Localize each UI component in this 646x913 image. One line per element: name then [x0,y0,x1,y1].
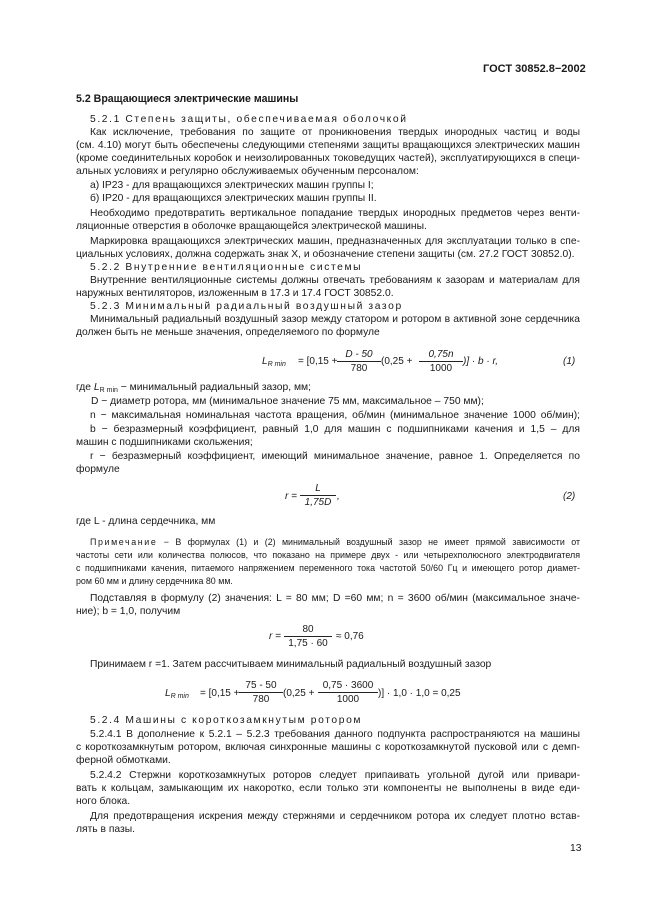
formula-number: (1) [563,356,576,367]
paragraph-line: циальных условиях, должна содержать знак X, и обозначение степени защиты (см. 27.2 ГОСТ 30852.0). [76,249,575,260]
paragraph-line: Для предотвращения искрения между стержнями и сердечником ротора их следует плотно встав- [90,811,580,822]
definition-l: где $L_{R min}$ − минимальный радиальный зазор, мм; [76,382,311,394]
list-item-a: а) IP23 - для вращающихся электрических машин группы I; [90,180,374,191]
note-line: частоты сети или количества полюсов, что показано на примере двух - или четырехполюсного электродвигателя [76,550,580,560]
section-title: 5.2 Вращающиеся электрические машины [76,93,299,105]
definition-length: где L - длина сердечника, мм [76,516,216,527]
paragraph-line: Подставляя в формулу (2) значения: L = 80 мм; D =60 мм; n = 3600 об/мин (максимальное значе- [90,593,580,604]
definition-b: b − безразмерный коэффициент, равный 1,0 для машин с подшипниками качения и 1,5 – для [90,424,580,435]
subsection-heading-523: 5.2.3 Минимальный радиальный воздушный зазор [90,301,403,312]
paragraph-line: должен быть не меньше значения, определяемого по формуле [76,327,380,338]
paragraph-line: 5.2.4.1 В дополнение к 5.2.1 – 5.2.3 требования данного подпункта распространяются на машины [90,729,580,740]
page-number: 13 [570,843,582,854]
paragraph-line: Принимаем r =1. Затем рассчитываем минимальный радиальный воздушный зазор [90,659,492,670]
note-line: с подшипниками качения, питаемого напряжением переменного тока частотой 50/60 Гц и имеющего ротор диамет- [76,563,580,573]
note-line: ром 60 мм и длину сердечника 80 мм. [76,576,233,586]
paragraph-line: Маркировка вращающихся электрических машин, предназначенных для эксплуатации только в спе- [90,236,580,247]
paragraph-line: Необходимо предотвратить вертикальное попадание твердых инородных предметов через венти- [90,208,580,219]
note-line: Примечание − В формулах (1) и (2) минимальный воздушный зазор не имеет прямой зависимости от [90,537,581,547]
definition-r: r − безразмерный коэффициент, имеющий минимальное значение, равное 1. Определяется по [90,451,580,462]
subsection-heading-522: 5.2.2 Внутренние вентиляционные системы [90,262,363,273]
list-item-b: б) IP20 - для вращающихся электрических машин группы II. [90,193,377,204]
paragraph-line: Внутренние вентиляционные системы должны отвечать требованиям к зазорам и материалам для [90,275,580,286]
subsection-heading-521: 5.2.1 Степень защиты, обеспечиваемая оболочкой [90,114,408,125]
paragraph-line: лять в пазы. [76,824,136,835]
definition-n: n − максимальная номинальная частота вращения, об/мин (минимальное значение 1000 об/мин); [90,410,580,421]
paragraph-line: с короткозамкнутым ротором, включая синхронные машины с короткозамкнутой пусковой или с демп- [76,742,580,753]
paragraph-line: ние); b = 1,0, получим [76,606,181,617]
note-label: Примечание [90,537,158,547]
paragraph-line: 5.2.4.2 Стержни короткозамкнутых роторов следует припаивать угольной дугой или привари- [90,770,580,781]
definition-d: D − диаметр ротора, мм (минимальное значение 75 мм, максимальное – 750 мм); [91,396,484,407]
definition-r-cont: формуле [76,464,120,475]
paragraph-line: ного блока. [76,796,131,807]
paragraph-line: Минимальный радиальный воздушный зазор между статором и ротором в активной зоне сердечника [90,314,580,325]
subsection-heading-524: 5.2.4 Машины с короткозамкнутым ротором [90,715,363,726]
paragraph-line: ферной обмотками. [76,755,171,766]
paragraph-line: Как исключение, требования по защите от проникновения твердых инородных частиц и воды [90,127,580,138]
standard-header: ГОСТ 30852.8−2002 [483,63,586,75]
definition-b-cont: машин с подшипниками скольжения; [76,437,253,448]
formula-number: (2) [563,491,576,502]
paragraph-line: вать к кольцам, замыкающим их накоротко, если только эти компоненты не выполнены в виде еди- [76,783,580,794]
paragraph-line: ляционные отверстия в оболочке вращающейся электрической машины. [76,221,427,232]
paragraph-line: (см. 4.10) могут быть обеспечены следующими степенями защиты вращающихся электрических машин [76,140,580,151]
paragraph-line: альных условиях и регулярно обслуживаемых обученным персоналом: [76,166,419,177]
paragraph-line: (кроме соединительных коробок и неизолированных токоведущих частей), эксплуатирующихся в специ- [76,153,580,164]
paragraph-line: наружных вентиляторов, изложенным в 17.3 и 17.4 ГОСТ 30852.0. [76,288,394,299]
